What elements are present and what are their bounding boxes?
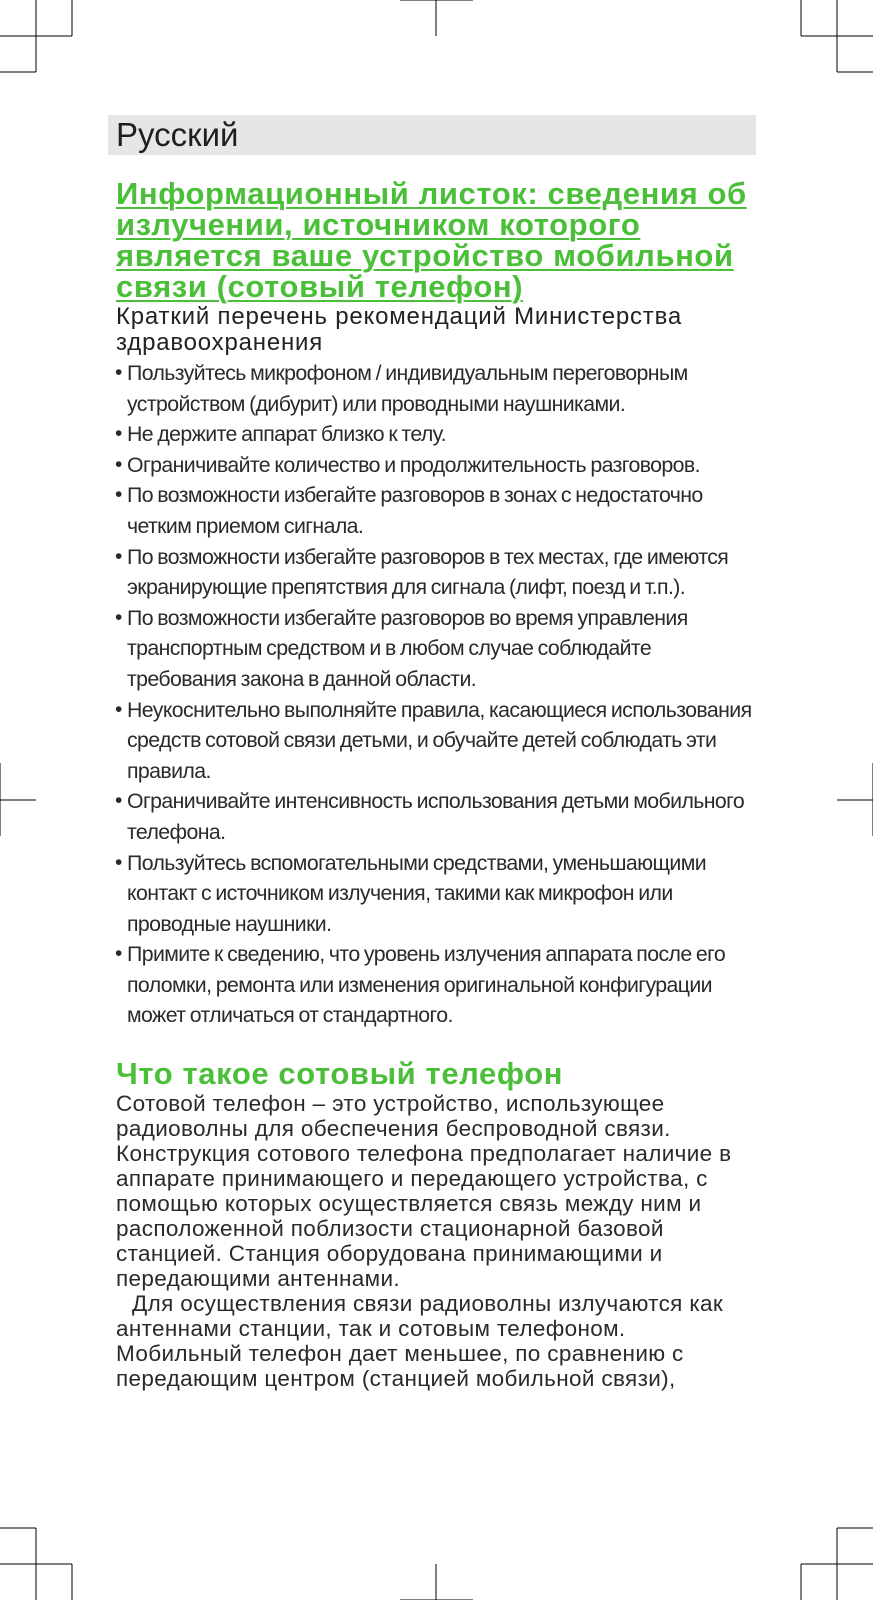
bullet-marker: • xyxy=(115,544,123,568)
list-item xyxy=(116,603,756,695)
list-item-text: Примите к сведению, что уровень излучения аппарата после его поломки, ремонта или изменения оригинальной конфигурации может отличаться от стандартного. xyxy=(127,942,726,1028)
bullet-marker: • xyxy=(115,942,123,966)
list-item-text: По возможности избегайте разговоров в тех местах, где имеются экранирующие препятствия для сигнала (лифт, поезд и т.п.). xyxy=(127,544,729,600)
bullet-marker: • xyxy=(115,422,123,446)
recommendations-list xyxy=(116,358,756,1031)
bullet-marker: • xyxy=(115,850,123,874)
list-item xyxy=(116,786,756,847)
language-header-bar xyxy=(108,115,756,155)
list-item xyxy=(116,358,756,419)
list-item-text: Ограничивайте интенсивность использования детьми мобильного телефона. xyxy=(127,789,745,844)
list-item-text: Пользуйтесь вспомогательными средствами, уменьшающими контакт с источником излучения, такими как микрофон или проводные наушники. xyxy=(127,850,707,936)
document-heading: Информационный листок: сведения об излучении, источником которого является ваше устройство мобильной связи (сотовый телефон) xyxy=(116,176,747,304)
bullet-marker: • xyxy=(115,697,123,721)
list-item xyxy=(116,695,756,787)
bullet-marker: • xyxy=(115,605,123,629)
bullet-marker: • xyxy=(115,452,123,476)
document-body xyxy=(116,178,756,1391)
paragraph: Для осуществления связи радиоволны излучаются как антеннами станции, так и сотовым телефоном. Мобильный телефон дает меньшее, по сравнению с передающим центром (станцией мобильной связи), xyxy=(116,1291,724,1392)
list-item-text: Ограничивайте количество и продолжительность разговоров. xyxy=(127,452,700,477)
bullet-marker: • xyxy=(115,361,123,384)
list-item-text: Неукоснительно выполняйте правила, касающиеся использования средств сотовой связи детьми, и обучайте детей соблюдать эти правила. xyxy=(127,697,752,783)
list-item xyxy=(116,939,756,1031)
bullet-marker: • xyxy=(115,483,123,507)
list-item-text: По возможности избегайте разговоров в зонах с недостаточно четким приемом сигнала. xyxy=(127,483,703,538)
language-label: Русский xyxy=(116,116,239,153)
paragraph: Сотовой телефон – это устройство, использующее радиоволны для обеспечения беспроводной связи. Конструкция сотового телефона предполагает наличие в аппарате принимающего и передающего устройства, с помощью которых осуществляется связь между ним и расположенной поблизости стационарной базовой станцией. Станция оборудована принимающими и передающими антеннами. xyxy=(116,1091,732,1292)
section-title: Что такое сотовый телефон xyxy=(116,1056,564,1092)
recommendations-subheading: Краткий перечень рекомендаций Министерства здравоохранения xyxy=(116,303,683,356)
list-item-text: Пользуйтесь микрофоном / индивидуальным переговорным устройством (дибурит) или проводными наушниками. xyxy=(127,361,688,416)
list-item xyxy=(116,848,756,940)
list-item xyxy=(116,450,756,481)
list-item-text: Не держите аппарат близко к телу. xyxy=(127,422,446,447)
list-item-text: По возможности избегайте разговоров во время управления транспортным средством и в любом случае соблюдайте требования закона в данной области. xyxy=(127,605,688,691)
list-item xyxy=(116,480,756,541)
list-item xyxy=(116,542,756,603)
bullet-marker: • xyxy=(115,789,123,813)
list-item xyxy=(116,419,756,450)
